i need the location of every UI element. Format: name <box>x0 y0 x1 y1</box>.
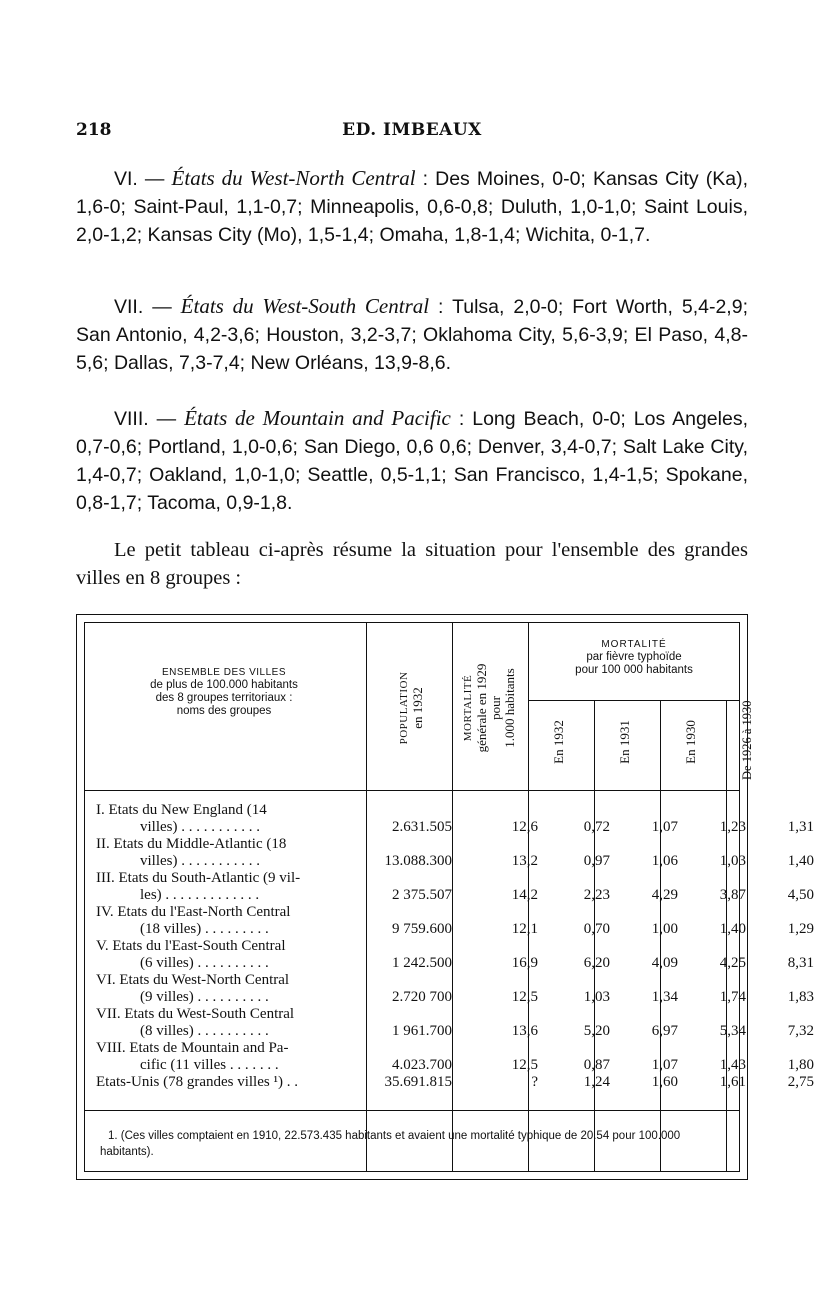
row-group-name <box>96 802 366 836</box>
header-year-1931: En 1931 <box>617 720 632 764</box>
cell-typhoid-1932: 5,20 <box>583 1023 610 1039</box>
header-groups-line: ENSEMBLE DES VILLES <box>162 667 286 678</box>
cell-population: 2 375.507 <box>392 887 452 903</box>
row-name-line: IV. Etats du l'East-North Central <box>96 904 291 920</box>
row-name-line: (8 villes) . . . . . . . . . . <box>140 1023 269 1039</box>
header-population-line: en 1932 <box>410 687 425 729</box>
cell-typhoid-1926-1930: 1,83 <box>787 989 814 1005</box>
row-name-line: villes) . . . . . . . . . . . <box>140 853 260 869</box>
header-rule <box>84 790 740 791</box>
cell-typhoid-1931: 4,09 <box>651 955 678 971</box>
header-general-line: pour <box>488 696 503 720</box>
row-name-line: (6 villes) . . . . . . . . . . <box>140 955 269 971</box>
cell-population: 2.720 700 <box>392 989 452 1005</box>
cell-general-mortality: 12,5 <box>511 989 538 1005</box>
cell-typhoid-1930: 3,87 <box>719 887 746 903</box>
paragraph-text: : Tulsa, 2,0-0; Fort Worth, 5,4-2,9; San Antonio, 4,2-3,6; Houston, 3,2-3,7; Oklahoma City, 5,6-3,9; El Paso, 4,8-5,6; Dallas, 7,3-7,4; New Orléans, 13,9-8,6. <box>76 296 748 374</box>
cell-typhoid-1932: 0,72 <box>583 819 610 835</box>
cell-population: 9 759.600 <box>392 921 452 937</box>
cell-general-mortality: 14,2 <box>511 887 538 903</box>
header-general-line: générale en 1929 <box>474 663 489 753</box>
page-header <box>76 120 748 144</box>
header-groups-line: noms des groupes <box>176 705 272 717</box>
row-name-line: II. Etats du Middle-Atlantic (18 <box>96 836 287 852</box>
header-general-line: MORTALITÉ <box>462 674 474 742</box>
cell-typhoid-1932: 6,20 <box>583 955 610 971</box>
cell-population: 4.023.700 <box>392 1057 452 1073</box>
header-population-line: POPULATION <box>398 671 410 745</box>
header-mortality-line: par fièvre typhoïde <box>586 651 682 663</box>
row-group-name <box>96 938 366 972</box>
row-name-line: cific (11 villes . . . . . . . <box>140 1057 279 1073</box>
header-mortality-line: pour 100 000 habitants <box>575 664 693 676</box>
header-general-mortality <box>460 636 517 780</box>
paragraph-text: : Long Beach, 0-0; Los Angeles, 0,7-0,6; Portland, 1,0-0,6; San Diego, 0,6 0,6; Denver, 3,4-0,7; Salt Lake City, 1,4-0,7; Oakland, 1,0-1,0; Seattle, 0,5-1,1; San Francisco, 1,4-1,5; Spokane, 0,8-1,7; Tacoma, 0,9-1,8. <box>76 408 748 514</box>
paragraph-text: : Des Moines, 0-0; Kansas City (Ka), 1,6-0; Saint-Paul, 1,1-0,7; Minneapolis, 0,6-0,8; Duluth, 1,0-1,0; Saint Louis, 2,0-1,2; Kansas City (Mo), 1,5-1,4; Omaha, 1,8-1,4; Wichita, 0-1,7. <box>76 168 748 246</box>
header-general-line: 1.000 habitants <box>502 668 517 748</box>
cell-population: 35.691.815 <box>384 1074 452 1090</box>
cell-typhoid-1926-1930: 1,29 <box>787 921 814 937</box>
cell-typhoid-1926-1930: 4,50 <box>787 887 814 903</box>
row-group-name <box>96 1040 366 1074</box>
cell-typhoid-1930: 1,40 <box>719 921 746 937</box>
cell-typhoid-1931: 1,07 <box>651 819 678 835</box>
row-name-line: III. Etats du South-Atlantic (9 vil- <box>96 870 301 886</box>
row-name-line: les) . . . . . . . . . . . . . <box>140 887 260 903</box>
header-rule <box>528 700 740 701</box>
cell-general-mortality: 12,1 <box>511 921 538 937</box>
row-group-name <box>96 836 366 870</box>
row-name-line: V. Etats du l'East-South Central <box>96 938 286 954</box>
row-name-line: VIII. Etats de Mountain and Pa- <box>96 1040 289 1056</box>
cell-typhoid-1932: 1,24 <box>583 1074 610 1090</box>
cell-typhoid-1930: 5,34 <box>719 1023 746 1039</box>
cell-typhoid-1930: 1,03 <box>719 853 746 869</box>
cell-typhoid-1932: 0,97 <box>583 853 610 869</box>
cell-population: 13.088.300 <box>384 853 452 869</box>
cell-typhoid-1926-1930: 1,80 <box>787 1057 814 1073</box>
cell-typhoid-1932: 2,23 <box>583 887 610 903</box>
column-divider <box>452 622 453 1172</box>
cell-typhoid-1931: 1,07 <box>651 1057 678 1073</box>
cell-typhoid-1930: 1,43 <box>719 1057 746 1073</box>
running-head: ED. IMBEAUX <box>342 120 482 140</box>
paragraph-lead: VI. — <box>114 168 172 190</box>
cell-typhoid-1930: 1,74 <box>719 989 746 1005</box>
row-name-line: VI. Etats du West-North Central <box>96 972 290 988</box>
header-typhoid-mortality <box>530 638 738 677</box>
cell-population: 2.631.505 <box>392 819 452 835</box>
row-name-line: VII. Etats du West-South Central <box>96 1006 295 1022</box>
row-group-name <box>96 1074 366 1091</box>
cell-typhoid-1932: 0,87 <box>583 1057 610 1073</box>
cell-typhoid-1926-1930: 7,32 <box>787 1023 814 1039</box>
cell-typhoid-1926-1930: 1,31 <box>787 819 814 835</box>
cell-typhoid-1931: 1,00 <box>651 921 678 937</box>
page-number: 218 <box>76 120 112 140</box>
cell-population: 1 961.700 <box>392 1023 452 1039</box>
cell-typhoid-1932: 1,03 <box>583 989 610 1005</box>
paragraph-viii <box>76 404 748 517</box>
cell-general-mortality: 13,6 <box>511 1023 538 1039</box>
cell-typhoid-1930: 1,23 <box>719 819 746 835</box>
cell-general-mortality: 12,6 <box>511 819 538 835</box>
cell-typhoid-1931: 4,29 <box>651 887 678 903</box>
cell-general-mortality: 12,5 <box>511 1057 538 1073</box>
paragraph-vi <box>76 164 748 249</box>
cell-general-mortality: 16,9 <box>511 955 538 971</box>
paragraph-title: États du West-South Central <box>180 294 430 318</box>
header-year-1930: En 1930 <box>683 720 698 764</box>
cell-typhoid-1926-1930: 1,40 <box>787 853 814 869</box>
header-groups-line: de plus de 100.000 habitants <box>150 679 298 691</box>
cell-typhoid-1932: 0,70 <box>583 921 610 937</box>
cell-typhoid-1931: 1,60 <box>651 1074 678 1090</box>
paragraph-lead: VIII. — <box>114 408 185 430</box>
row-group-name <box>96 904 366 938</box>
cell-typhoid-1931: 1,06 <box>651 853 678 869</box>
row-group-name <box>96 972 366 1006</box>
header-groups <box>90 666 358 718</box>
header-groups-line: des 8 groupes territoriaux : <box>155 692 293 704</box>
header-mortality-line: MORTALITÉ <box>601 639 667 650</box>
cell-typhoid-1930: 1,61 <box>719 1074 746 1090</box>
cell-general-mortality: ? <box>531 1074 538 1090</box>
cell-typhoid-1926-1930: 8,31 <box>787 955 814 971</box>
footnote-rule <box>84 1110 740 1111</box>
row-name-line: villes) . . . . . . . . . . . <box>140 819 260 835</box>
header-year-1926-1930: De 1926 à 1930 <box>740 700 754 780</box>
row-name-line: Etats-Unis (78 grandes villes ¹) . . <box>96 1074 298 1090</box>
header-year-1932: En 1932 <box>551 720 566 764</box>
paragraph-vii <box>76 292 748 377</box>
cell-typhoid-1930: 4,25 <box>719 955 746 971</box>
row-group-name <box>96 1006 366 1040</box>
cell-population: 1 242.500 <box>392 955 452 971</box>
table-footnote: 1. (Ces villes comptaient en 1910, 22.573.435 habitants et avaient une mortalité typhique de 20.54 pour 100.000 habitants). <box>100 1130 681 1158</box>
cell-typhoid-1931: 1,34 <box>651 989 678 1005</box>
cell-typhoid-1931: 6,97 <box>651 1023 678 1039</box>
header-population <box>396 648 425 768</box>
row-name-line: (18 villes) . . . . . . . . . <box>140 921 269 937</box>
paragraph-title: États de Mountain and Pacific <box>184 406 451 430</box>
paragraph-title: États du West-North Central <box>171 166 416 190</box>
row-name-line: (9 villes) . . . . . . . . . . <box>140 989 269 1005</box>
summary-paragraph: Le petit tableau ci-après résume la situation pour l'ensemble des grandes villes en 8 groupes : <box>76 539 748 589</box>
paragraph-lead: VII. — <box>114 296 181 318</box>
row-name-line: I. Etats du New England (14 <box>96 802 267 818</box>
cell-general-mortality: 13,2 <box>511 853 538 869</box>
row-group-name <box>96 870 366 904</box>
cell-typhoid-1926-1930: 2,75 <box>787 1074 814 1090</box>
